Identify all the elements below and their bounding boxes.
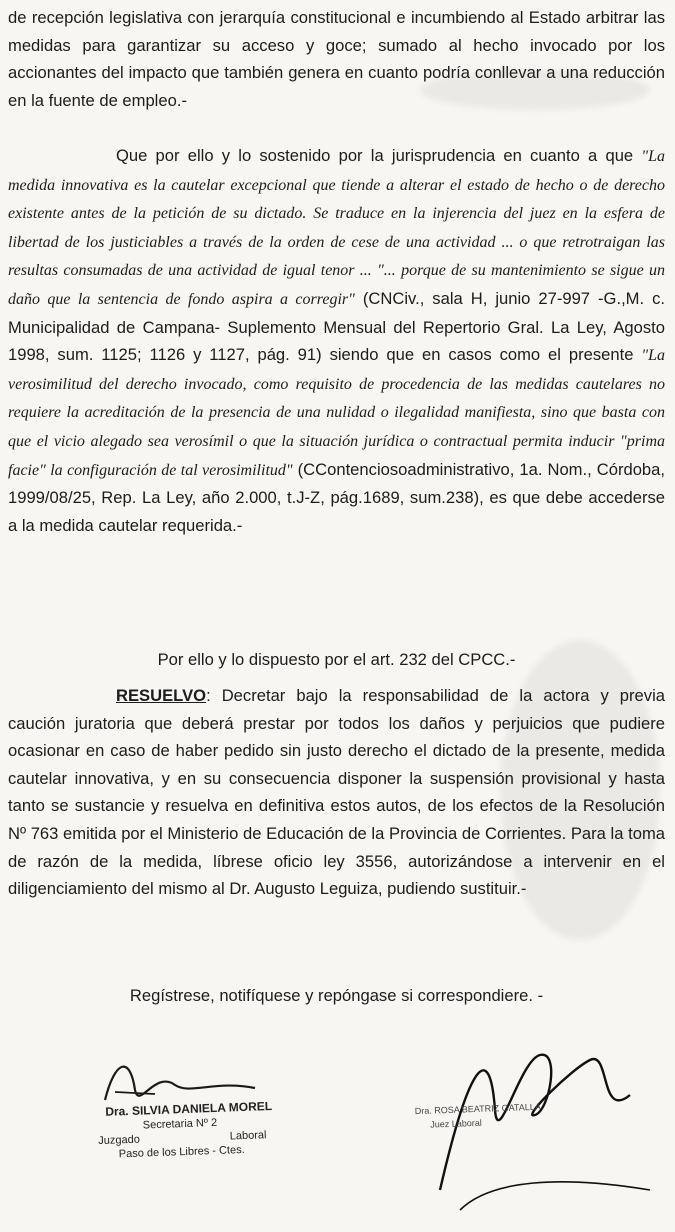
paragraph-resuelvo [8, 682, 665, 903]
right-signer-role: Juez Laboral [430, 1117, 482, 1130]
paragraph-por-ello: Por ello y lo dispuesto por el art. 232 del CPCC.- [157, 650, 516, 669]
left-signer-role: Secretaria Nº 2 [142, 1116, 218, 1132]
left-signer-court-type: Laboral [229, 1129, 267, 1143]
left-signer-court: Juzgado [98, 1133, 141, 1148]
paragraph-constitutional: de recepción legislativa con jerarquía constitucional e incumbiendo al Estado arbitrar las medidas para garantizar su acceso y goce; sumado al hecho invocado por los accionantes del impacto que también genera en cuanto podría conllevar a una reducción en la fuente de empleo.- [8, 8, 665, 110]
quote-verosimilitud: "La verosimilitud del derecho invocado, como requisito de procedencia de las medidas cautelares no requiere la acreditación de la presencia de una nulidad o ilegalidad manifiesta, sino que basta con que el vicio alegado sea verosímil o que la situación jurídica o contractual permita inducir "prima facie" la configuración de tal verosimilitud" [8, 347, 665, 479]
paragraph-registrese: Regístrese, notifíquese y repóngase si correspondiere. - [129, 986, 544, 1005]
left-signer-location: Paso de los Libres - Ctes. [118, 1143, 245, 1161]
citation-cnciv: (CNCiv., sala H, junio 27-997 -G.,M. c. Municipalidad de Campana- Suplemento Mensual del Repertorio Gral. La Ley, Agosto 1998, sum. 1125; 1126 y 1127, pág. 91) siendo que en casos como el presente [8, 288, 665, 365]
right-signer-name: Dra. ROSA BEATRIZ GATALLA [414, 1101, 541, 1117]
resuelvo-text: : Decretar bajo la responsabilidad de la actora y previa caución juratoria que deberá prestar por todos los daños y perjuicios que pudiere ocasionar en caso de haber pedido sin justo derecho el dictado de la presente, medida cautelar innovativa, y en su consecuencia disponer la suspensión provisional y hasta tanto se sustancie y resuelva en definitiva estos autos, de los efectos de la Resolución Nº 763 emitida por el Ministerio de Educación de la Provincia de Corrientes. Para la toma de razón de la medida, líbrese oficio ley 3556, autorizándose a intervenir en el diligenciamiento del mismo al Dr. Augusto Leguiza, pudiendo sustituir.- [8, 686, 665, 899]
citation-ccontencioso: (CContenciosoadministrativo, 1a. Nom., Córdoba, 1999/08/25, Rep. La Ley, año 2.000, t.J-Z, pág.1689, sum.238), es que debe accederse a la medida cautelar requerida.- [8, 459, 665, 535]
right-signature-stamp [410, 1100, 542, 1133]
left-signer-name: Dra. SILVIA DANIELA MOREL [105, 1098, 273, 1119]
paragraph-jurisprudence [8, 142, 665, 539]
quote-medida-innovativa: "La medida innovativa es la cautelar excepcional que tiende a alterar el estado de hecho o de derecho existente antes de la petición de su dictado. Se traduce en la injerencia del juez en la esfera de libertad de los justiciables a través de la orden de cese de una actividad ... o que retrotraigan las resultas consumadas de una actividad de igual tenor ... "... porque de su mantenimiento se sigue un daño que la sentencia de fondo aspira a corregir" [8, 148, 665, 308]
resuelvo-heading: RESUELVO [116, 686, 207, 705]
jurisprudence-intro: Que por ello y lo sostenido por la jurisprudencia en cuanto a que [116, 146, 634, 165]
left-signature-stamp [97, 1099, 274, 1162]
